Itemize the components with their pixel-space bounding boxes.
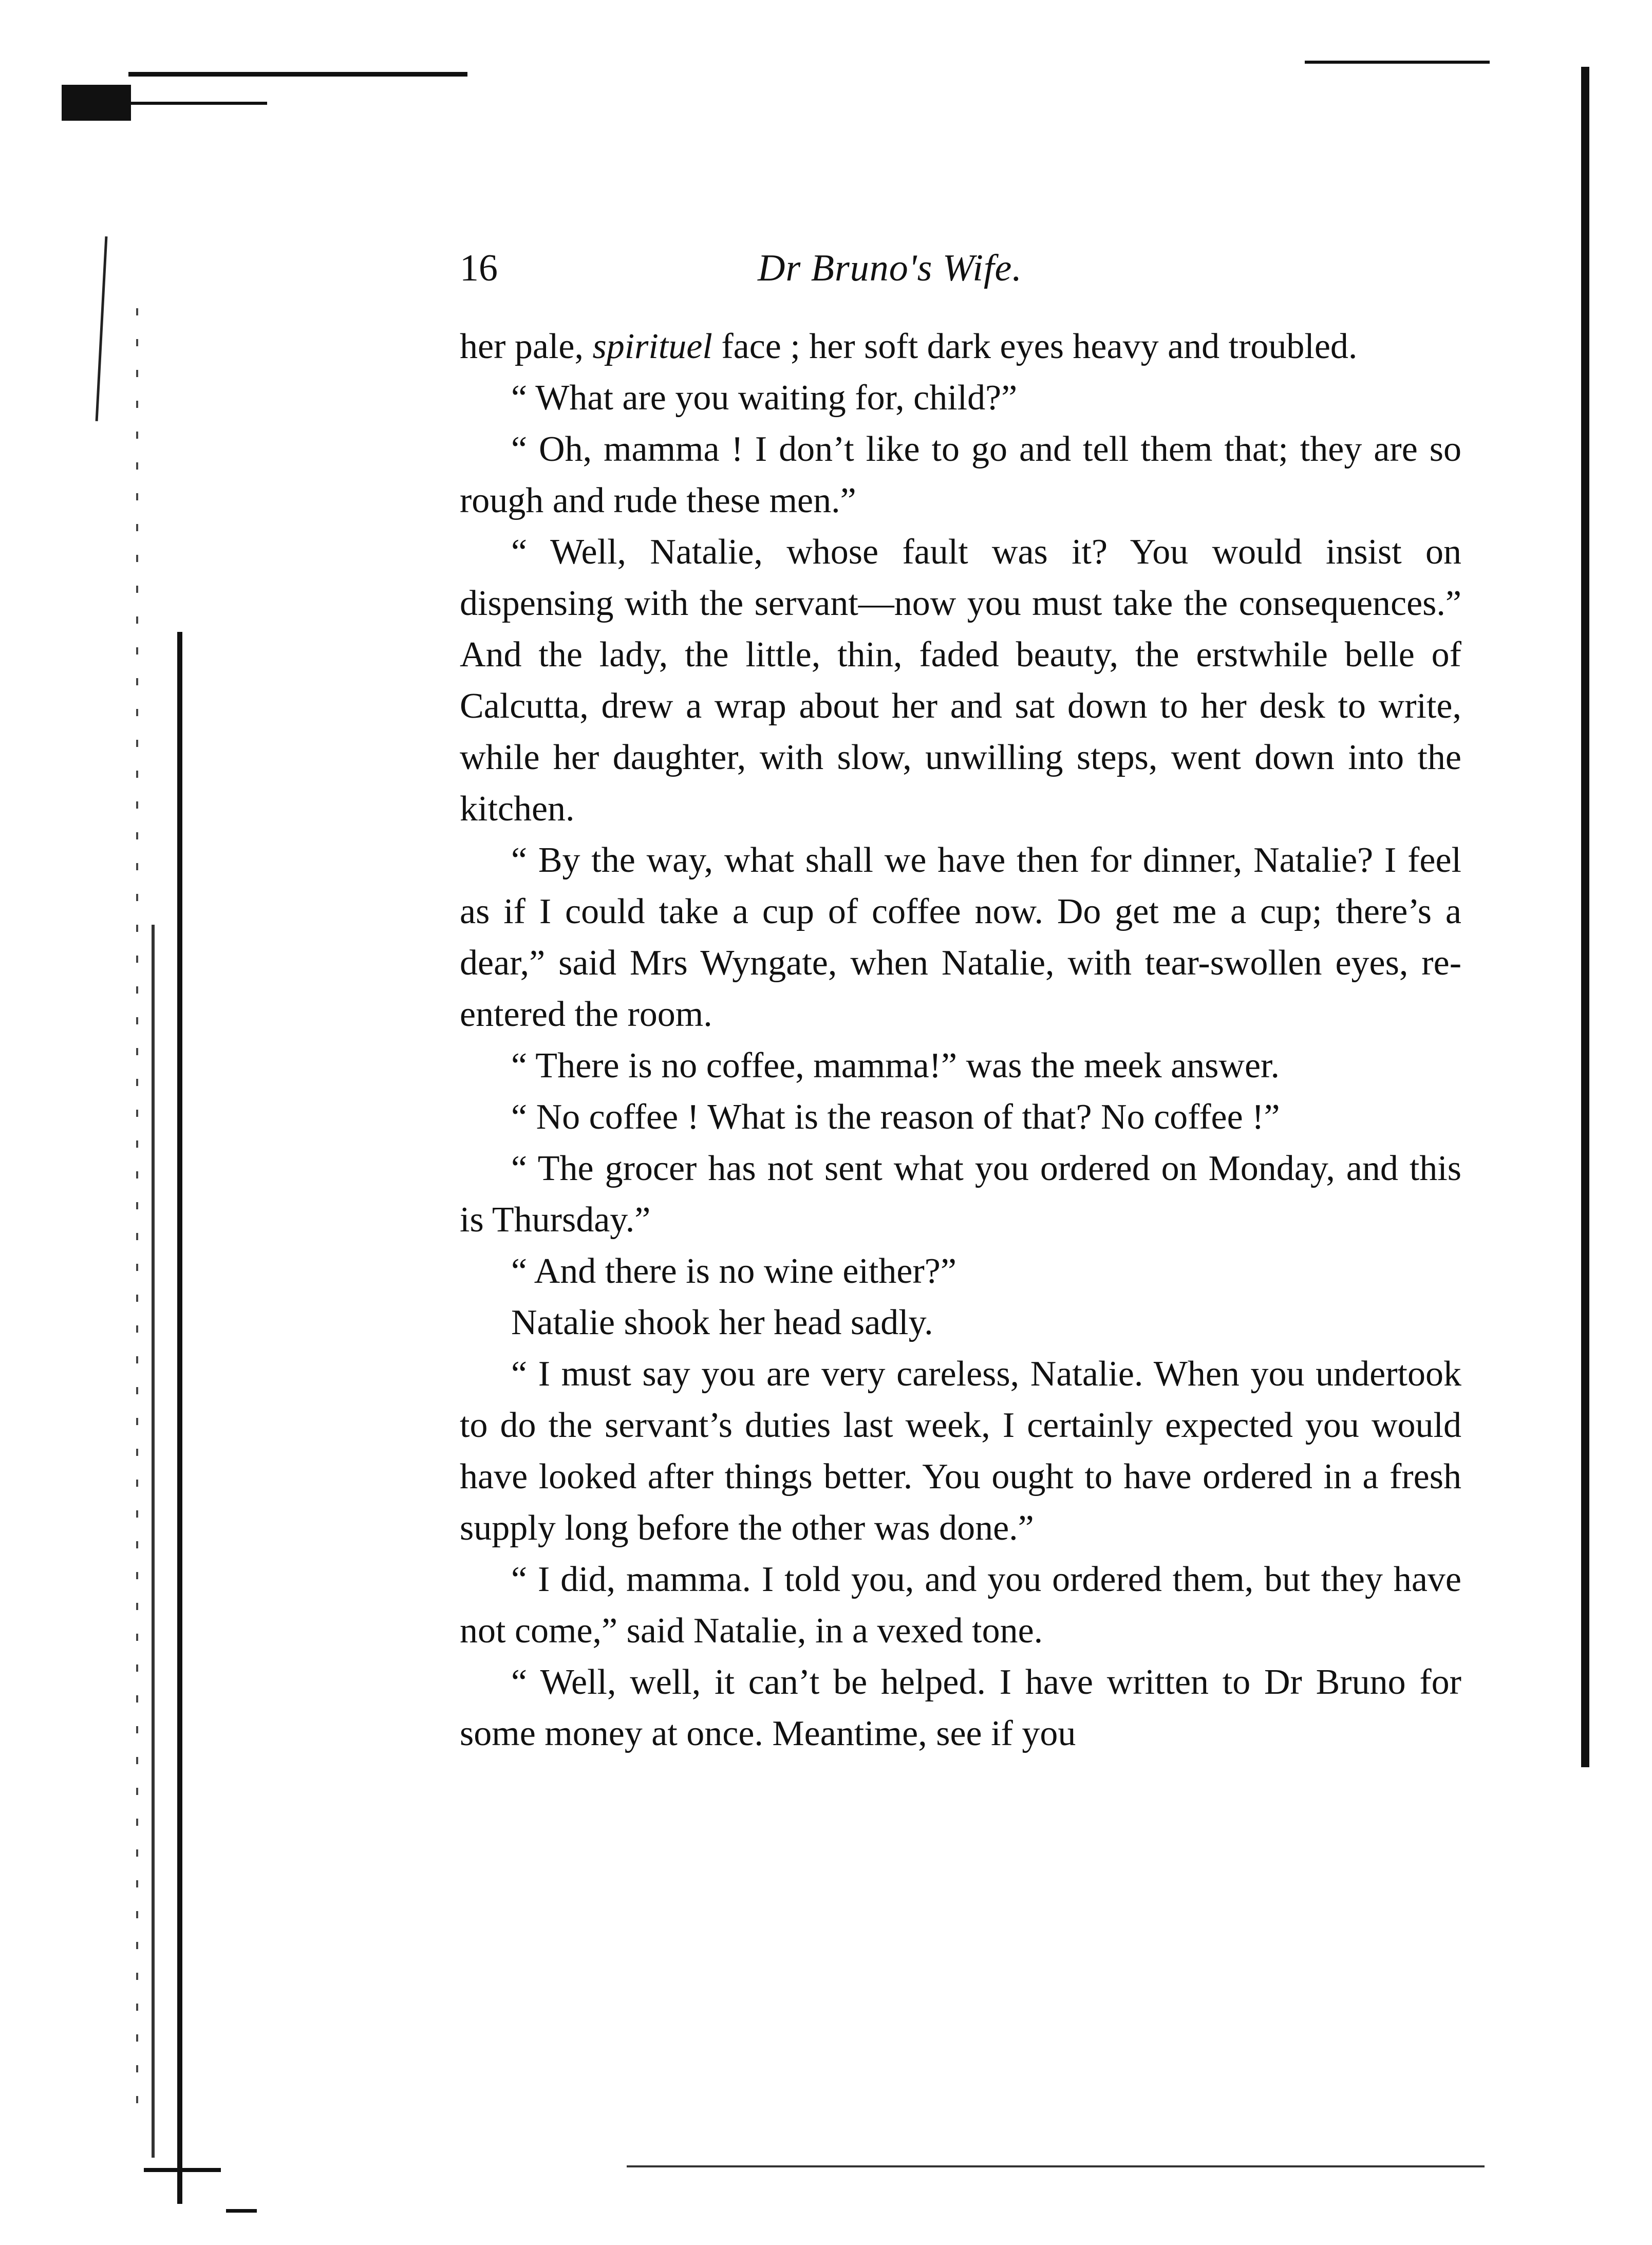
paragraph: Natalie shook her head sadly.: [511, 1303, 933, 1342]
paragraph: “ And there is no wine either?”: [511, 1251, 956, 1291]
paragraph: “ By the way, what shall we have then for dinner, Natalie? I feel as if I could take a cup of coffee now. Do get me a cup; there’s a dear,” said Mrs Wyngate, when Natalie, with tear-swollen eyes, re-entered the room.: [460, 840, 1461, 1034]
scan-artifact: [1305, 61, 1490, 64]
scan-artifact: [144, 2168, 221, 2172]
scan-artifact: [226, 2209, 257, 2213]
running-title: Dr Bruno's Wife.: [758, 247, 1022, 289]
body-text: [460, 321, 1461, 1760]
paragraph: “ What are you waiting for, child?”: [511, 378, 1018, 418]
scan-artifact: [627, 2165, 1485, 2167]
scan-artifact: [1581, 67, 1589, 1767]
text-run: her pale,: [460, 327, 593, 366]
paragraph: “ The grocer has not sent what you ordered on Monday, and this is Thursday.”: [460, 1149, 1461, 1240]
paragraph: “ Oh, mamma ! I don’t like to go and tell them that; they are so rough and rude these men.”: [460, 429, 1461, 520]
scan-artifact: [152, 925, 155, 2158]
paragraph: “ I must say you are very careless, Natalie. When you undertook to do the servant’s duties last week, I certainly expected you would have looked after things better. You ought to have ordered in a fresh supply long before the other was done.”: [460, 1354, 1461, 1548]
paragraph: “ There is no coffee, mamma!” was the meek answer.: [511, 1046, 1280, 1086]
scan-artifact: [128, 72, 467, 77]
paragraph: “ Well, well, it can’t be helped. I have written to Dr Bruno for some money at once. Meantime, see if you: [460, 1662, 1461, 1753]
scan-artifact: [136, 308, 138, 2106]
paragraph: “ Well, Natalie, whose fault was it? You would insist on dispensing with the servant—now you must take the consequences.” And the lady, the little, thin, faded beauty, the erstwhile belle of Calcutta, drew a wrap about her and sat down to her desk to write, while her daughter, with slow, unwilling steps, went down into the kitchen.: [460, 532, 1461, 829]
scan-artifact: [96, 236, 108, 421]
paragraph: “ No coffee ! What is the reason of that? No coffee !”: [511, 1097, 1280, 1137]
italic-text: spirituel: [592, 327, 712, 366]
scan-artifact: [128, 102, 267, 105]
page-number: 16: [460, 247, 498, 289]
paragraph: “ I did, mamma. I told you, and you ordered them, but they have not come,” said Natalie, in a vexed tone.: [460, 1560, 1461, 1651]
scan-artifact: [62, 85, 131, 121]
paragraph: [460, 321, 1461, 372]
page-header: [460, 247, 1104, 303]
text-run: face ; her soft dark eyes heavy and troubled.: [712, 327, 1358, 366]
scan-artifact: [177, 632, 182, 2204]
